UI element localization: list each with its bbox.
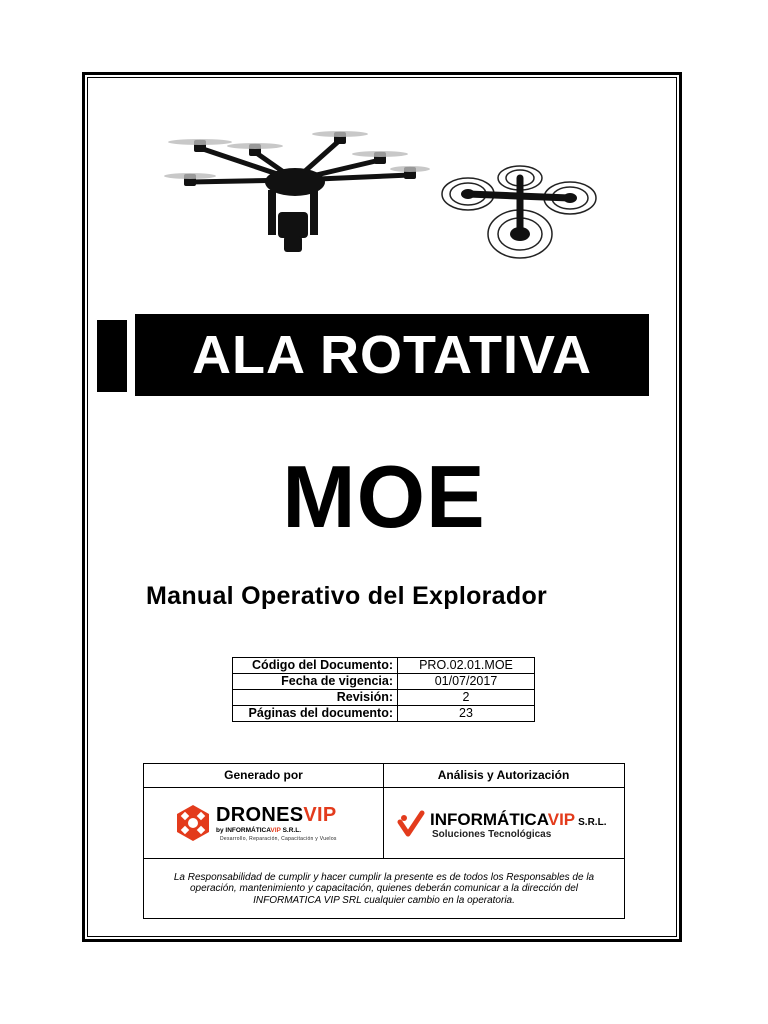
info-label: Páginas del documento: [233,706,398,722]
document-subtitle: Manual Operativo del Explorador [146,582,548,610]
informaticavip-logo-text: INFORMÁTICAVIP S.R.L. [430,810,607,829]
generated-by-header: Generado por [224,768,303,782]
quadcopter-drone-image [438,158,603,268]
info-label: Código del Documento: [233,658,398,674]
info-value: 23 [398,706,535,722]
hexacopter-drone-image [160,120,430,265]
info-value: PRO.02.01.MOE [398,658,535,674]
info-value: 2 [398,690,535,706]
table-row [233,690,535,706]
informaticavip-tagline: Soluciones Tecnológicas [432,829,552,840]
table-row [233,674,535,690]
responsibility-note: La Responsabilidad de cumplir y hacer cumplir la presente es de todos los Responsables de la operación, mantenimiento y capacitación, quienes deberán comunicar a la dirección del INFORMATICA VIP SRL cualquier cambio en la operatoria. [173,871,595,906]
approval-header: Análisis y Autorización [437,768,570,782]
document-acronym: MOE [282,447,486,546]
info-label: Fecha de vigencia: [233,674,398,690]
authorization-header-row [144,764,624,788]
table-row [233,658,535,674]
dronesvip-tagline: Desarrollo, Reparación, Capacitación y Vuelos [220,836,337,842]
title-banner [97,314,649,396]
document-title: ALA ROTATIVA [192,325,592,385]
authorization-box [143,763,625,919]
informaticavip-logo-icon [397,810,425,838]
info-value: 01/07/2017 [398,674,535,690]
dronesvip-byline: by INFORMÁTICAVIP S.R.L. [216,827,301,834]
title-banner-box [135,314,649,396]
logos-row [144,788,624,859]
info-label: Revisión: [233,690,398,706]
title-banner-accent-block [97,320,127,392]
dronesvip-logo-text: DRONESVIP [216,804,337,826]
table-row [233,706,535,722]
dronesvip-logo-icon [174,804,212,842]
document-info-table [232,657,535,722]
